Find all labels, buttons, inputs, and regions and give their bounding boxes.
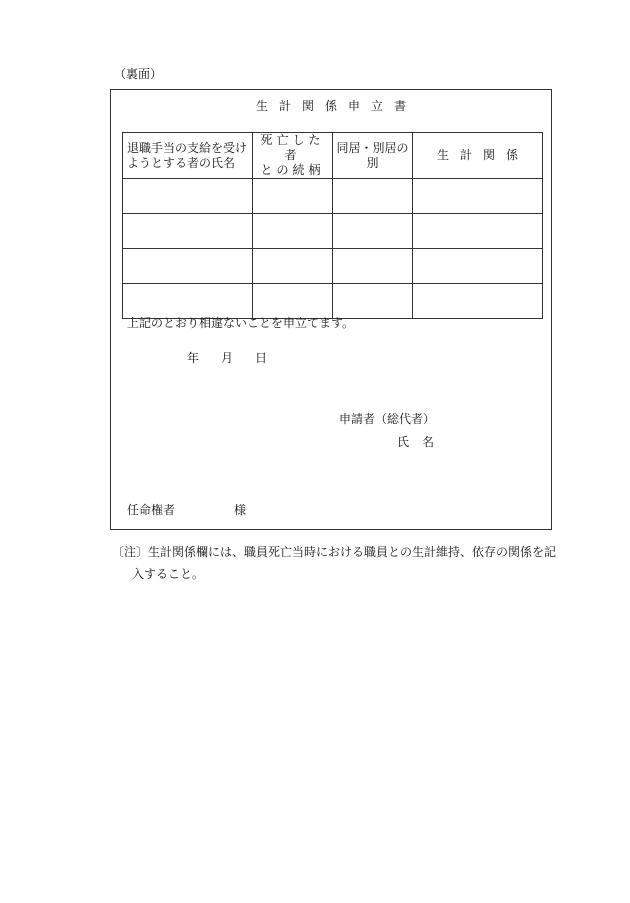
relationship-table <box>122 132 543 319</box>
header-cohabitation <box>333 133 413 179</box>
side-label: （裏面） <box>114 67 163 81</box>
table-cell[interactable] <box>253 214 333 249</box>
table-cell[interactable] <box>253 179 333 214</box>
table-cell[interactable] <box>123 179 253 214</box>
header-cohabitation-line2: 別 <box>366 155 379 170</box>
name-label: 氏名 <box>397 435 448 449</box>
table-cell[interactable] <box>333 179 413 214</box>
declaration-text: 上記のとおり相違ないことを申立てます。 <box>127 316 355 330</box>
table-row <box>123 214 543 249</box>
header-livelihood-line1: 生計関係 <box>436 148 529 162</box>
table-cell[interactable] <box>413 249 543 284</box>
header-relationship-line2: との続柄 <box>260 163 325 177</box>
header-relationship-line1: 死亡した者 <box>260 133 325 162</box>
date-line <box>187 349 289 366</box>
table-cell[interactable] <box>253 249 333 284</box>
header-recipient-name-line2: ようとする者の氏名 <box>127 155 236 170</box>
date-month-label: 月 <box>221 351 234 365</box>
honorific-label: 様 <box>234 503 247 517</box>
applicant-label: 申請者（総代者） <box>339 412 436 426</box>
appointer-label: 任命権者 <box>127 503 176 517</box>
header-cohabitation-line1: 同居・別居の <box>336 140 409 155</box>
table-cell[interactable] <box>413 214 543 249</box>
header-livelihood-relation <box>413 133 543 179</box>
table-cell[interactable] <box>123 214 253 249</box>
date-day-label: 日 <box>255 351 268 365</box>
footnote-text: 〔注〕生計関係欄には、職員死亡当時における職員との生計維持、依存の関係を記入すること。 <box>112 545 557 581</box>
declaration-form <box>110 89 552 530</box>
table-row <box>123 249 543 284</box>
date-year-label: 年 <box>187 351 200 365</box>
form-title: 生計関係申立書 <box>255 99 417 113</box>
table-row <box>123 179 543 214</box>
table-cell[interactable] <box>123 249 253 284</box>
table-cell[interactable] <box>413 284 543 319</box>
table-header-row <box>123 133 543 179</box>
header-recipient-name-line1: 退職手当の支給を受け <box>127 140 248 155</box>
header-relationship-to-deceased <box>253 133 333 179</box>
header-recipient-name <box>123 133 253 179</box>
footnote <box>112 541 564 585</box>
table-cell[interactable] <box>333 214 413 249</box>
table-cell[interactable] <box>333 249 413 284</box>
table-cell[interactable] <box>413 179 543 214</box>
